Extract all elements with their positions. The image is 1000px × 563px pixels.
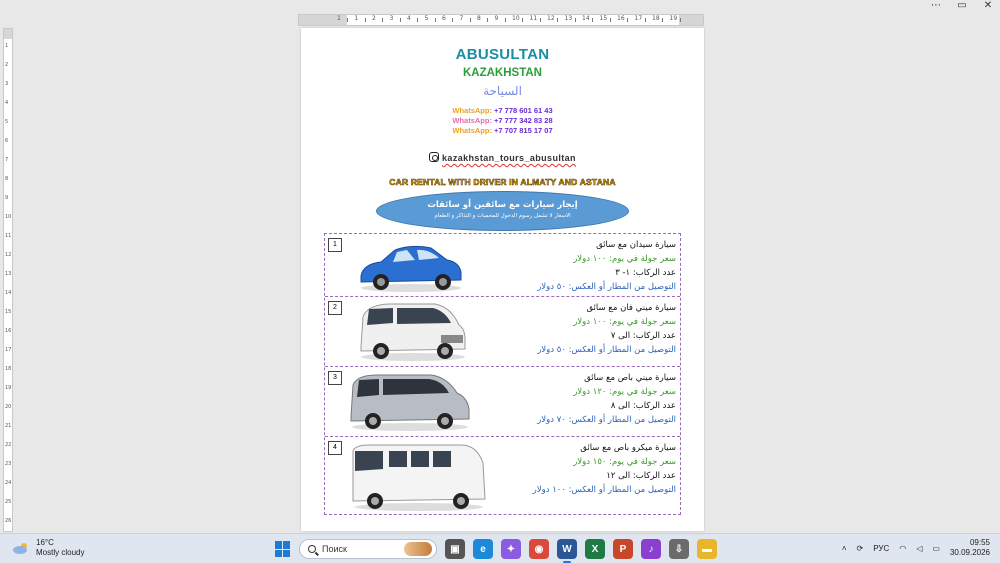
system-tray bbox=[842, 538, 990, 558]
ruler-label: 10 bbox=[512, 15, 520, 22]
ruler-label: 1 bbox=[337, 15, 341, 22]
whatsapp-line bbox=[301, 116, 704, 125]
ruler-label: 14 bbox=[5, 290, 12, 296]
ruler-label: 26 bbox=[5, 518, 12, 524]
ruler-label: 1 bbox=[354, 15, 359, 22]
card-title: سيارة ميني باص مع سائق bbox=[584, 373, 676, 383]
ruler-top-margin bbox=[4, 29, 12, 39]
card-text bbox=[537, 238, 676, 294]
card-airport: التوصيل من المطار أو العكس: ٥٠ دولار bbox=[537, 345, 676, 355]
instagram-handle: kazakhstan_tours_abusultan bbox=[442, 153, 576, 163]
excel-app-icon[interactable]: X bbox=[585, 539, 605, 559]
ruler-tick bbox=[662, 18, 663, 22]
whatsapp-number: +7 707 815 17 07 bbox=[494, 126, 553, 135]
card-title: سيارة سيدان مع سائق bbox=[596, 240, 676, 250]
chrome-app-icon[interactable]: ◉ bbox=[529, 539, 549, 559]
ruler-label: 15 bbox=[599, 15, 608, 22]
ruler-label: 14 bbox=[582, 15, 590, 22]
edge-app-icon[interactable]: e bbox=[473, 539, 493, 559]
vertical-ruler[interactable] bbox=[3, 28, 13, 532]
sedan-car-icon bbox=[355, 238, 465, 294]
ruler-label: 15 bbox=[5, 309, 12, 315]
more-icon[interactable]: ⋯ bbox=[931, 0, 941, 11]
search-placeholder: Поиск bbox=[322, 544, 347, 554]
card-airport: التوصيل من المطار أو العكس: ١٠٠ دولار bbox=[532, 485, 676, 495]
ruler-label: 17 bbox=[634, 15, 643, 22]
info-oval bbox=[376, 191, 629, 231]
whatsapp-number: +7 777 342 83 28 bbox=[494, 116, 553, 125]
ruler-label: 13 bbox=[5, 271, 12, 277]
card-price: سعر جولة في يوم: ١٠٠ دولار bbox=[573, 254, 676, 264]
ruler-label: 19 bbox=[669, 15, 678, 22]
copilot-app-icon[interactable]: ✦ bbox=[501, 539, 521, 559]
ruler-tick bbox=[645, 18, 646, 22]
word-app-icon[interactable]: W bbox=[557, 539, 577, 559]
card-passengers: عدد الركاب: الى ٧ bbox=[610, 331, 676, 341]
card-text bbox=[533, 441, 676, 497]
ruler-label: 16 bbox=[5, 328, 12, 334]
ruler-label: 5 bbox=[424, 15, 429, 22]
microbus-car-icon bbox=[349, 441, 489, 513]
ruler-ticks bbox=[299, 15, 703, 25]
close-icon[interactable]: ✕ bbox=[983, 0, 993, 11]
ruler-label: 3 bbox=[5, 81, 9, 87]
chevron-up-icon[interactable]: ˄ bbox=[841, 543, 847, 553]
ruler-label: 24 bbox=[5, 480, 12, 486]
ruler-tick bbox=[417, 18, 418, 22]
car-cards bbox=[324, 233, 681, 515]
volume-icon[interactable]: ◁ bbox=[916, 543, 923, 553]
rental-title: CAR RENTAL WITH DRIVER IN ALMATY AND ASTANA bbox=[389, 177, 616, 187]
instagram-line bbox=[301, 152, 704, 163]
instagram-icon bbox=[429, 152, 439, 162]
brand-title: ABUSULTAN bbox=[455, 46, 550, 63]
ruler-label: 7 bbox=[459, 15, 464, 22]
card-price: سعر جولة في يوم: ١٢٠ دولار bbox=[573, 387, 676, 397]
ruler-label: 9 bbox=[494, 15, 499, 22]
ruler-label: 16 bbox=[617, 15, 625, 22]
window-controls bbox=[930, 0, 1000, 12]
ruler-label: 23 bbox=[5, 461, 12, 467]
ruler-label: 2 bbox=[372, 15, 376, 22]
ruler-label: 9 bbox=[5, 195, 9, 201]
whatsapp-label: WhatsApp: bbox=[452, 106, 492, 115]
card-number: 4 bbox=[328, 441, 342, 455]
car-card bbox=[325, 234, 680, 297]
ruler-tick bbox=[365, 18, 366, 22]
card-passengers: عدد الركاب: ١- ٣ bbox=[615, 268, 676, 278]
card-price: سعر جولة في يوم: ١٠٠ دولار bbox=[573, 317, 676, 327]
search-highlight-icon bbox=[404, 542, 432, 556]
windows-start-icon[interactable] bbox=[275, 541, 291, 557]
ruler-label: 12 bbox=[5, 252, 12, 258]
whatsapp-line bbox=[301, 126, 704, 135]
ruler-label: 8 bbox=[5, 176, 9, 182]
weather-widget[interactable] bbox=[12, 538, 84, 558]
ruler-tick bbox=[505, 18, 506, 22]
minibus-car-icon bbox=[347, 371, 473, 433]
card-passengers: عدد الركاب: الى ١٢ bbox=[606, 471, 676, 481]
clock[interactable] bbox=[950, 538, 990, 558]
minivan-car-icon bbox=[355, 299, 470, 363]
ruler-label: 11 bbox=[529, 15, 538, 22]
card-airport: التوصيل من المطار أو العكس: ٧٠ دولار bbox=[537, 415, 676, 425]
ruler-label: 7 bbox=[5, 157, 9, 163]
tourism-title: السياحة bbox=[483, 84, 522, 98]
ruler-label: 20 bbox=[5, 404, 12, 410]
taskbar bbox=[0, 533, 1000, 563]
ruler-tick bbox=[400, 18, 401, 22]
ruler-tick bbox=[470, 18, 471, 22]
car-card bbox=[325, 437, 680, 516]
ruler-tick bbox=[627, 18, 628, 22]
ruler-label: 18 bbox=[5, 366, 12, 372]
sync-icon[interactable]: ⟳ bbox=[856, 543, 864, 553]
ruler-label: 18 bbox=[652, 15, 660, 22]
taskbar-search[interactable] bbox=[299, 539, 437, 559]
card-number: 1 bbox=[328, 238, 342, 252]
car-card bbox=[325, 297, 680, 367]
ruler-label: 10 bbox=[5, 214, 12, 220]
language-indicator[interactable]: РУС bbox=[873, 543, 890, 553]
ruler-tick bbox=[575, 18, 576, 22]
ruler-label: 17 bbox=[5, 347, 12, 353]
whatsapp-label: WhatsApp: bbox=[452, 126, 492, 135]
ruler-label: 13 bbox=[564, 15, 573, 22]
ruler-label: 2 bbox=[5, 62, 9, 68]
whatsapp-label: WhatsApp: bbox=[452, 116, 492, 125]
ruler-label: 6 bbox=[442, 15, 446, 22]
horizontal-ruler[interactable] bbox=[298, 14, 704, 26]
ruler-tick bbox=[610, 18, 611, 22]
powerpoint-app-icon[interactable]: P bbox=[613, 539, 633, 559]
whatsapp-line bbox=[301, 106, 704, 115]
ruler-label: 1 bbox=[5, 43, 9, 49]
ruler-label: 11 bbox=[5, 233, 12, 239]
ruler-tick bbox=[592, 18, 593, 22]
country-title: KAZAKHSTAN bbox=[462, 67, 542, 79]
ruler-tick bbox=[680, 18, 681, 22]
ruler-tick bbox=[487, 18, 488, 22]
oval-subtitle: الاسعار لا تشمل رسوم الدخول للمحميات و التذاكر و الطعام bbox=[434, 213, 571, 219]
ruler-label: 4 bbox=[407, 15, 411, 22]
search-icon bbox=[308, 545, 316, 553]
maximize-icon[interactable]: ▭ bbox=[957, 0, 967, 11]
card-text bbox=[537, 301, 676, 357]
ruler-label: 12 bbox=[547, 15, 555, 22]
document-page[interactable] bbox=[301, 28, 704, 531]
card-title: سيارة ميني فان مع سائق bbox=[586, 303, 676, 313]
folder-app-icon[interactable]: ▬ bbox=[697, 539, 717, 559]
file-explorer-app-icon[interactable]: ▣ bbox=[445, 539, 465, 559]
oval-title: إيجار سيارات مع سائقين أو سائقات bbox=[427, 200, 578, 210]
card-passengers: عدد الركاب: الى ٨ bbox=[610, 401, 676, 411]
podcast-app-icon[interactable]: ♪ bbox=[641, 539, 661, 559]
ruler-label: 6 bbox=[5, 138, 9, 144]
card-title: سيارة ميكرو باص مع سائق bbox=[580, 443, 676, 453]
clock-date: 30.09.2026 bbox=[949, 548, 990, 557]
ruler-tick bbox=[452, 18, 453, 22]
ruler-label: 25 bbox=[5, 499, 12, 505]
ruler-tick bbox=[347, 18, 348, 22]
ruler-label: 22 bbox=[5, 442, 12, 448]
whatsapp-number: +7 778 601 61 43 bbox=[494, 106, 553, 115]
clock-time: 09:55 bbox=[969, 538, 990, 547]
ruler-tick bbox=[557, 18, 558, 22]
ruler-tick bbox=[435, 18, 436, 22]
ruler-label: 8 bbox=[477, 15, 481, 22]
card-airport: التوصيل من المطار أو العكس: ٥٠ دولار bbox=[537, 282, 676, 292]
ruler-tick bbox=[382, 18, 383, 22]
weather-desc: Mostly cloudy bbox=[36, 548, 85, 557]
ruler-label: 19 bbox=[5, 385, 12, 391]
usb-app-icon[interactable]: ⇩ bbox=[669, 539, 689, 559]
card-price: سعر جولة في يوم: ١٥٠ دولار bbox=[573, 457, 676, 467]
wifi-icon[interactable]: ◠ bbox=[899, 543, 907, 553]
taskbar-apps bbox=[275, 539, 717, 559]
card-number: 3 bbox=[328, 371, 342, 385]
cloud-icon bbox=[12, 542, 30, 554]
car-card bbox=[325, 367, 680, 437]
ruler-tick bbox=[540, 18, 541, 22]
battery-icon[interactable]: ▭ bbox=[932, 543, 940, 553]
pinned-apps bbox=[445, 539, 717, 559]
card-number: 2 bbox=[328, 301, 342, 315]
ruler-tick bbox=[522, 18, 523, 22]
ruler-label: 4 bbox=[5, 100, 9, 106]
ruler-label: 21 bbox=[5, 423, 12, 429]
card-text bbox=[537, 371, 676, 427]
weather-temp: 16°C bbox=[36, 538, 54, 547]
weather-texts bbox=[36, 538, 84, 558]
ruler-label: 3 bbox=[389, 15, 394, 22]
ruler-label: 5 bbox=[5, 119, 9, 125]
